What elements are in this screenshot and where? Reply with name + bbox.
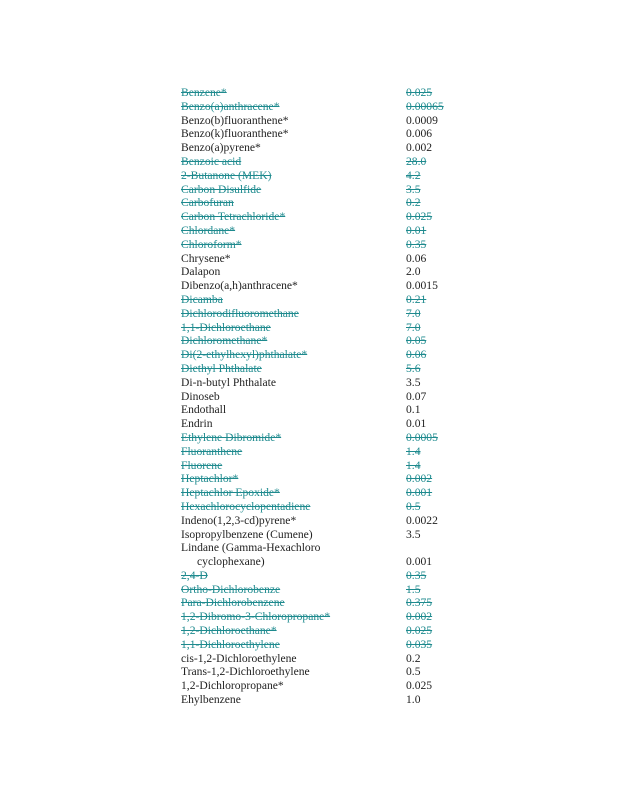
table-row <box>181 486 481 500</box>
chemical-name <box>181 127 289 141</box>
chemical-value: 0.07 <box>406 389 427 403</box>
chemical-name-text: Benzene* <box>181 86 227 99</box>
chemical-name <box>181 238 242 252</box>
chemical-name <box>181 403 226 417</box>
chemical-name-text: 1,2-Dibromo-3-Chloropropane* <box>181 610 331 624</box>
chemical-value: 1.0 <box>406 693 421 707</box>
table-row <box>181 348 481 362</box>
table-row <box>181 514 481 528</box>
table-row <box>181 169 481 183</box>
chemical-name <box>181 652 297 666</box>
chemical-name <box>181 514 296 528</box>
table-row <box>181 293 481 307</box>
chemical-value: 0.375 <box>406 596 433 610</box>
chemical-value: 5.6 <box>406 361 421 375</box>
table-row <box>181 445 481 459</box>
chemical-name-text: Benzo(a)pyrene* <box>181 141 261 155</box>
table-row <box>181 417 481 431</box>
table-row <box>181 114 481 128</box>
chemical-name-text: Chrysene* <box>181 251 231 265</box>
table-row <box>181 569 481 583</box>
chemical-name-text: cis-1,2-Dichloroethylene <box>181 651 297 665</box>
chemical-name-text: Chloroform* <box>181 237 242 251</box>
table-row <box>181 652 481 666</box>
chemical-value: 0.01 <box>406 417 427 431</box>
chemical-name <box>181 486 280 500</box>
chemical-value: 0.001 <box>406 555 433 569</box>
table-row <box>181 279 481 293</box>
chemical-name-text: Heptachlor Epoxide* <box>181 486 280 500</box>
chemical-name-text: Trans-1,2-Dichloroethylene <box>181 665 310 679</box>
table-row <box>181 100 481 114</box>
chemical-name <box>181 583 280 597</box>
chemical-name <box>181 169 271 183</box>
chemical-value: 0.025 <box>406 624 433 638</box>
chemical-name <box>181 196 234 210</box>
chemical-value: 3.5 <box>406 182 421 196</box>
chemical-name-text: Isopropylbenzene (Cumene) <box>181 527 313 541</box>
table-row <box>181 390 481 404</box>
chemical-standards-list <box>181 86 481 707</box>
chemical-value: 0.1 <box>406 403 421 417</box>
chemical-value: 28.0 <box>406 154 427 168</box>
chemical-name <box>181 541 320 569</box>
chemical-name <box>181 279 298 293</box>
chemical-name <box>181 693 241 707</box>
chemical-name <box>181 348 307 362</box>
chemical-name-text: Endrin <box>181 417 213 431</box>
table-row <box>181 196 481 210</box>
chemical-name-text: 2,4-D <box>181 568 208 582</box>
chemical-name-continuation: cyclophexane) <box>197 555 265 569</box>
table-row <box>181 376 481 390</box>
chemical-name-text: Benzo(a)anthracene* <box>181 99 280 113</box>
chemical-value: 0.0015 <box>406 279 438 293</box>
chemical-name-text: Benzo(b)fluoranthene* <box>181 113 289 127</box>
chemical-value: 0.35 <box>406 568 427 582</box>
chemical-value: 0.001 <box>406 486 433 500</box>
chemical-name <box>181 183 261 197</box>
chemical-value: 3.5 <box>406 527 421 541</box>
chemical-name-text: Carbofuran <box>181 196 234 210</box>
chemical-name-text: Dalapon <box>181 265 221 279</box>
chemical-value: 0.0009 <box>406 113 438 127</box>
chemical-value: 3.5 <box>406 375 421 389</box>
chemical-name-text: Ortho-Dichlorobenze <box>181 582 281 596</box>
chemical-name <box>181 307 299 321</box>
chemical-name <box>181 293 223 307</box>
chemical-name <box>181 224 235 238</box>
table-row <box>181 334 481 348</box>
chemical-value: 0.035 <box>406 637 433 651</box>
table-row <box>181 596 481 610</box>
table-row <box>181 265 481 279</box>
chemical-name-text: Carbon Tetrachloride* <box>181 210 286 224</box>
table-row <box>181 610 481 624</box>
table-row <box>181 210 481 224</box>
chemical-value: 0.2 <box>406 651 421 665</box>
chemical-name <box>181 472 238 486</box>
chemical-name <box>181 334 267 348</box>
chemical-name <box>181 376 276 390</box>
table-row <box>181 86 481 100</box>
chemical-value: 0.06 <box>406 348 427 362</box>
chemical-value: 0.01 <box>406 223 427 237</box>
chemical-value: 0.0022 <box>406 513 438 527</box>
table-row <box>181 528 481 542</box>
chemical-name <box>181 141 261 155</box>
chemical-value: 0.025 <box>406 679 433 693</box>
chemical-name <box>181 155 241 169</box>
chemical-value: 0.5 <box>406 499 421 513</box>
chemical-name-text: Carbon Disulfide <box>181 182 262 196</box>
chemical-name-text: 1,1-Dichloroethylene <box>181 637 280 651</box>
chemical-name <box>181 265 220 279</box>
table-row <box>181 362 481 376</box>
chemical-name-text: Hexachlorocyclopentadiene <box>181 499 311 513</box>
table-row <box>181 321 481 335</box>
chemical-name <box>181 86 227 100</box>
table-row <box>181 693 481 707</box>
chemical-value: 1.4 <box>406 444 421 458</box>
chemical-value: 0.05 <box>406 334 427 348</box>
chemical-name-text: Dicamba <box>181 292 223 306</box>
chemical-name-text: Dichloromethane* <box>181 334 268 348</box>
chemical-value: 1.5 <box>406 582 421 596</box>
chemical-name-text: 1,2-Dichloropropane* <box>181 679 284 693</box>
chemical-name <box>181 665 310 679</box>
chemical-name-text: Dichlorodifluoromethane <box>181 306 299 320</box>
chemical-value: 0.002 <box>406 472 433 486</box>
chemical-value: 0.002 <box>406 141 433 155</box>
chemical-value: 2.0 <box>406 265 421 279</box>
chemical-name-text: Para-Dichlorobenzene <box>181 596 285 610</box>
table-row <box>181 127 481 141</box>
chemical-name <box>181 638 280 652</box>
chemical-name-text: Lindane (Gamma-Hexachloro <box>181 541 321 555</box>
chemical-name <box>181 100 280 114</box>
table-row <box>181 500 481 514</box>
chemical-value: 7.0 <box>406 306 421 320</box>
chemical-name <box>181 445 242 459</box>
chemical-name <box>181 528 313 542</box>
chemical-name <box>181 321 271 335</box>
table-row <box>181 155 481 169</box>
chemical-name-text: Benzo(k)fluoranthene* <box>181 127 289 141</box>
chemical-value: 0.025 <box>406 86 433 99</box>
chemical-name-text: Dinoseb <box>181 389 220 403</box>
chemical-name <box>181 114 289 128</box>
table-row <box>181 472 481 486</box>
chemical-value: 4.2 <box>406 168 421 182</box>
chemical-name <box>181 252 231 266</box>
chemical-name <box>181 679 284 693</box>
chemical-value: 0.025 <box>406 210 433 224</box>
chemical-name <box>181 569 208 583</box>
chemical-value: 0.06 <box>406 251 427 265</box>
chemical-value: 0.002 <box>406 610 433 624</box>
chemical-name-text: Ethylene Dibromide* <box>181 430 282 444</box>
chemical-name <box>181 596 285 610</box>
table-row <box>181 541 481 569</box>
chemical-value: 0.00065 <box>406 99 444 113</box>
chemical-value: 0.35 <box>406 237 427 251</box>
chemical-name-text: 2-Butanone (MEK) <box>181 168 272 182</box>
table-row <box>181 459 481 473</box>
table-row <box>181 638 481 652</box>
chemical-value: 0.006 <box>406 127 433 141</box>
chemical-name-text: Benzoic acid <box>181 154 242 168</box>
chemical-value: 0.21 <box>406 292 427 306</box>
table-row <box>181 679 481 693</box>
chemical-name <box>181 610 330 624</box>
chemical-name <box>181 624 277 638</box>
chemical-name <box>181 390 220 404</box>
chemical-name-text: Chlordane* <box>181 223 236 237</box>
chemical-value: 0.0005 <box>406 430 438 444</box>
table-row <box>181 252 481 266</box>
table-row <box>181 583 481 597</box>
table-row <box>181 431 481 445</box>
chemical-name <box>181 362 262 376</box>
chemical-name-text: 1,2-Dichloroethane* <box>181 624 277 638</box>
chemical-name <box>181 417 213 431</box>
chemical-name-text: Ehylbenzene <box>181 693 241 707</box>
table-row <box>181 665 481 679</box>
chemical-name-text: Di-n-butyl Phthalate <box>181 375 276 389</box>
chemical-name-text: Dibenzo(a,h)anthracene* <box>181 279 298 293</box>
table-row <box>181 141 481 155</box>
chemical-name-text: Diethyl Phthalate <box>181 361 262 375</box>
chemical-value: 7.0 <box>406 320 421 334</box>
chemical-name-text: Heptachlor* <box>181 472 239 486</box>
chemical-name <box>181 500 310 514</box>
chemical-value: 1.4 <box>406 458 421 472</box>
chemical-value: 0.5 <box>406 665 421 679</box>
table-row <box>181 307 481 321</box>
table-row <box>181 224 481 238</box>
chemical-name-text: Fluoranthene <box>181 444 243 458</box>
chemical-name <box>181 431 281 445</box>
table-row <box>181 624 481 638</box>
chemical-name-text: Fluorene <box>181 458 223 472</box>
chemical-name-text: Indeno(1,2,3-cd)pyrene* <box>181 513 297 527</box>
chemical-name-text: 1,1-Dichloroethane <box>181 320 271 334</box>
chemical-name <box>181 210 285 224</box>
table-row <box>181 238 481 252</box>
table-row <box>181 183 481 197</box>
chemical-name-text: Di(2-ethylhexyl)phthalate* <box>181 348 308 362</box>
chemical-name <box>181 459 222 473</box>
table-row <box>181 403 481 417</box>
chemical-value: 0.2 <box>406 196 421 210</box>
chemical-name-text: Endothall <box>181 403 227 417</box>
